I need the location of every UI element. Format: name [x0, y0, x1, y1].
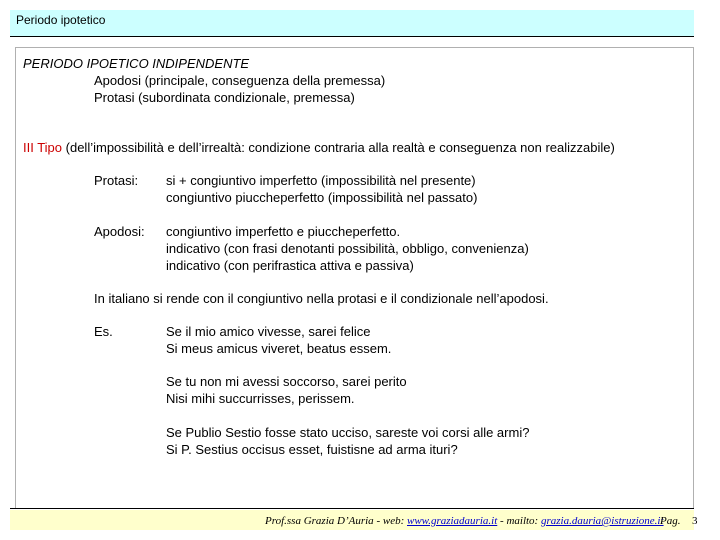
example-latin: Nisi mihi succurrisses, perissem.: [166, 391, 355, 406]
example-italian: Se Publio Sestio fosse stato ucciso, sareste voi corsi alle armi?: [166, 425, 530, 440]
section-heading: PERIODO IPOETICO INDIPENDENTE: [23, 56, 250, 71]
apodosi-definition: Apodosi (principale, conseguenza della premessa): [94, 73, 386, 88]
page-label: Pag.: [660, 515, 681, 527]
tipo-description: (dell’impossibilità e dell’irrealtà: condizione contraria alla realtà e conseguenza non realizzabile): [62, 140, 615, 155]
footer-author: Prof.ssa Grazia D’Auria: [265, 515, 374, 527]
tipo-line: [23, 139, 615, 156]
page-number: 3: [692, 515, 698, 527]
protasi-line: congiuntivo piuccheperfetto (impossibilità nel passato): [166, 190, 478, 205]
footer-credits: [265, 514, 664, 528]
apodosi-label: Apodosi:: [94, 224, 145, 239]
protasi-line: si + congiuntivo imperfetto (impossibilità nel presente): [166, 173, 476, 188]
examples-label: Es.: [94, 324, 113, 339]
example-latin: Si P. Sestius occisus esset, fuistisne ad arma ituri?: [166, 442, 458, 457]
apodosi-line: indicativo (con perifrastica attiva e passiva): [166, 258, 414, 273]
protasi-definition: Protasi (subordinata condizionale, premessa): [94, 90, 355, 105]
footer-mail-label: mailto:: [506, 515, 539, 527]
example-italian: Se il mio amico vivesse, sarei felice: [166, 324, 371, 339]
example-latin: Si meus amicus viveret, beatus essem.: [166, 341, 392, 356]
footer-web-link[interactable]: www.graziadauria.it: [407, 515, 498, 527]
example-italian: Se tu non mi avessi soccorso, sarei perito: [166, 374, 407, 389]
footer-web-label: web:: [382, 515, 405, 527]
protasi-label: Protasi:: [94, 173, 139, 188]
page-title: Periodo ipotetico: [16, 13, 106, 27]
footer-mail-link[interactable]: grazia.dauria@istruzione.it: [540, 515, 664, 527]
footer-separator: -: [376, 515, 381, 527]
apodosi-line: indicativo (con frasi denotanti possibilità, obbligo, convenienza): [166, 241, 529, 256]
tipo-label: III Tipo: [23, 140, 63, 155]
italiano-note: In italiano si rende con il congiuntivo nella protasi e il condizionale nell’apodosi.: [94, 291, 549, 306]
header-bar: [10, 10, 694, 37]
apodosi-line: congiuntivo imperfetto e piuccheperfetto.: [166, 224, 401, 239]
footer-separator: -: [500, 515, 504, 527]
footer-divider: [10, 508, 694, 509]
